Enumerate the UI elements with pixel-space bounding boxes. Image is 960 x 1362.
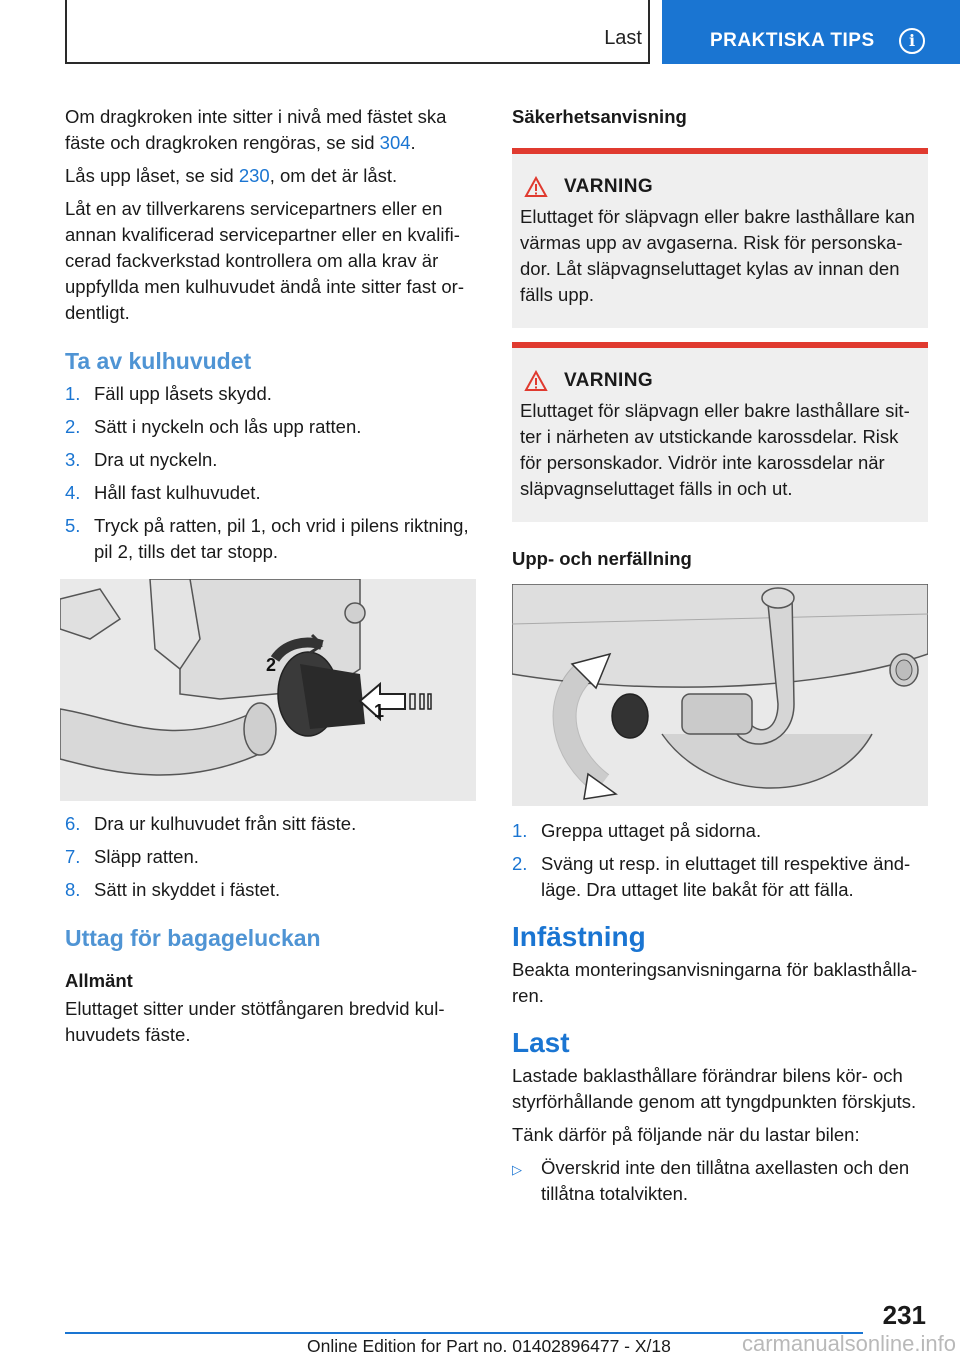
left-column (65, 104, 478, 1055)
list-item: 2. Sväng ut resp. in eluttaget till respektive ändläge. Dra uttaget lite bakåt för att fälla. (512, 853, 911, 900)
arrow-label-2: 2 (266, 655, 277, 675)
paragraph: Lastade baklasthållare förändrar bilens kör- och styrförhållande genom att tyngdpunkten förskjuts. (512, 1065, 917, 1112)
steps-list (512, 818, 928, 903)
warning-text: Eluttaget för släpvagn eller bakre lasthållare kan värmas upp av avgaserna. Risk för personskador. Låt släpvagnseluttaget kylas av innan den fälls upp. (520, 206, 915, 305)
steps-list (65, 381, 478, 565)
warning-header (520, 370, 920, 392)
page-link[interactable]: 230 (238, 165, 270, 186)
list-item: 7. Släpp ratten. (65, 846, 199, 867)
watermark: carmanualsonline.info (741, 1331, 956, 1356)
safety-heading: Säkerhetsanvisning (512, 106, 687, 127)
section-heading: Ta av kulhuvudet (65, 348, 252, 374)
fold-heading: Upp- och nerfällning (512, 548, 692, 569)
page-number: 231 (882, 1300, 926, 1330)
info-icon: i (899, 28, 925, 54)
warning-box (512, 148, 928, 328)
section-heading: Last (512, 1027, 570, 1058)
list-item: 5. Tryck på ratten, pil 1, och vrid i pilens riktning, pil 2, tills det tar stopp. (65, 515, 469, 562)
warning-header (520, 176, 920, 198)
list-item: 8. Sätt in skyddet i fästet. (65, 879, 281, 900)
header-section-box (65, 0, 650, 64)
paragraph: Om dragkroken inte sitter i nivå med fästet ska fäste och dragkroken rengöras, se sid 304. (65, 106, 447, 153)
steps-list (65, 811, 478, 903)
ball-head-illustration (60, 579, 476, 801)
paragraph: Eluttaget sitter under stötfångaren bredvid kulhuvudets fäste. (65, 998, 445, 1045)
warning-title: VARNING (564, 370, 654, 391)
section-heading: Uttag för bagageluckan (65, 925, 321, 951)
list-item: 4. Håll fast kulhuvudet. (65, 482, 261, 503)
header-section-title: Last (604, 27, 642, 49)
right-column (512, 104, 928, 1207)
warning-title: VARNING (564, 176, 654, 197)
list-item: 1. Greppa uttaget på sidorna. (512, 820, 762, 841)
list-item: 2. Sätt i nyckeln och lås upp ratten. (65, 416, 362, 437)
header-chapter-label: PRAKTISKA TIPS (710, 30, 875, 51)
list-item: 6. Dra ur kulhuvudet från sitt fäste. (65, 813, 357, 834)
warning-text: Eluttaget för släpvagn eller bakre lasthållare sitter i närheten av utstickande karossdelar. Risk för personskador. Vidrör inte karossdelar när släpvagnseluttaget fälls in och ut. (520, 400, 910, 499)
edition-text: Online Edition for Part no. 01402896477 - X/18 (307, 1336, 671, 1356)
arrow-label-1: 1 (374, 701, 385, 721)
section-heading: Infästning (512, 921, 646, 952)
bullet-list (512, 1155, 928, 1207)
paragraph: Tänk därför på följande när du lastar bilen: (512, 1124, 860, 1145)
bullet-triangle-icon: ▷ (512, 1162, 522, 1177)
paragraph: Beakta monteringsanvisningarna för baklasthållaren. (512, 959, 918, 1006)
socket-fold-illustration (512, 584, 928, 806)
list-item: 3. Dra ut nyckeln. (65, 449, 218, 470)
paragraph: Låt en av tillverkarens servicepartners eller en annan kvalificerad servicepartner eller en kvalificerad fackverkstad kontrollera om alla krav är uppfyllda men kulhuvudet ändå inte sitter fast ordentligt. (65, 198, 465, 323)
warning-box (512, 342, 928, 522)
paragraph: Lås upp låset, se sid 230, om det är låst. (65, 165, 398, 186)
warning-triangle-icon (524, 370, 548, 392)
subheading: Allmänt (65, 970, 133, 991)
warning-triangle-icon (524, 176, 548, 198)
page-link[interactable]: 304 (379, 132, 411, 153)
list-item: ▷ Överskrid inte den tillåtna axellasten och den tillåtna totalvikten. (512, 1155, 928, 1207)
list-item: 1. Fäll upp låsets skydd. (65, 383, 272, 404)
header-chapter-tab (662, 0, 960, 64)
